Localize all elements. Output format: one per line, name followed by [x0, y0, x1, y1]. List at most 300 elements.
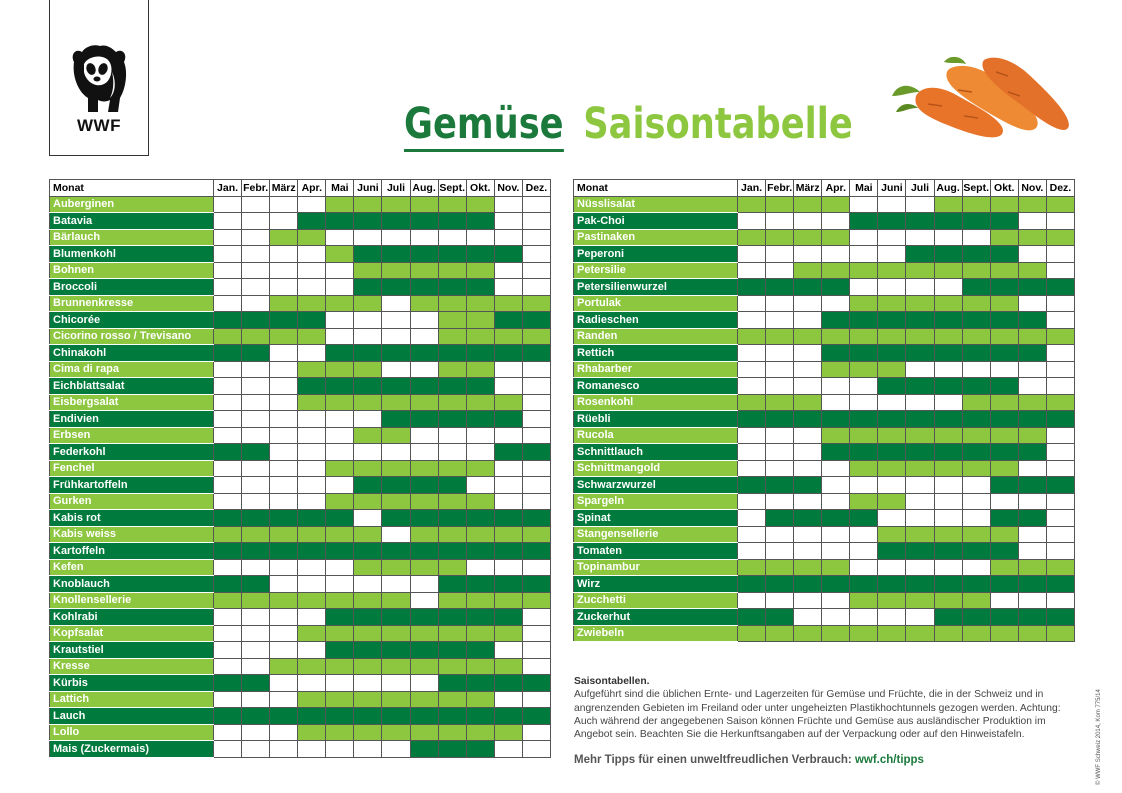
season-cell [298, 262, 326, 279]
season-cell [270, 213, 298, 230]
vegetable-name: Erbsen [50, 427, 214, 444]
season-cell [990, 477, 1018, 494]
season-cell [242, 279, 270, 296]
season-cell [494, 526, 522, 543]
season-cell [494, 378, 522, 395]
season-cell [990, 411, 1018, 428]
season-cell [794, 345, 822, 362]
season-cell [906, 477, 934, 494]
season-cell [1018, 559, 1046, 576]
season-cell [410, 658, 438, 675]
season-cell [298, 213, 326, 230]
season-cell [270, 642, 298, 659]
season-cell [738, 444, 766, 461]
season-cell [794, 477, 822, 494]
season-cell [522, 262, 550, 279]
vegetable-table-left [49, 179, 551, 758]
season-cell [214, 493, 242, 510]
season-cell [382, 196, 410, 213]
season-cell [270, 493, 298, 510]
season-cell [382, 394, 410, 411]
season-cell [1018, 411, 1046, 428]
season-cell [438, 229, 466, 246]
table-row [50, 229, 551, 246]
vegetable-name: Petersilienwurzel [574, 279, 738, 296]
season-cell [494, 295, 522, 312]
season-cell [298, 543, 326, 560]
season-cell [738, 625, 766, 642]
season-cell [1046, 559, 1074, 576]
season-cell [410, 394, 438, 411]
season-cell [766, 279, 794, 296]
season-cell [298, 493, 326, 510]
season-cell [494, 559, 522, 576]
season-cell [438, 312, 466, 329]
season-cell [354, 460, 382, 477]
season-cell [270, 246, 298, 263]
season-cell [522, 196, 550, 213]
season-cell [962, 625, 990, 642]
season-cell [494, 229, 522, 246]
season-cell [990, 262, 1018, 279]
season-cell [794, 510, 822, 527]
season-cell [438, 526, 466, 543]
season-cell [850, 543, 878, 560]
season-cell [298, 642, 326, 659]
season-cell [214, 592, 242, 609]
table-row [50, 708, 551, 725]
season-cell [990, 493, 1018, 510]
season-cell [766, 427, 794, 444]
season-cell [794, 213, 822, 230]
season-cell [242, 196, 270, 213]
season-cell [1046, 592, 1074, 609]
season-cell [878, 279, 906, 296]
season-cell [214, 345, 242, 362]
season-cell [270, 625, 298, 642]
season-cell [822, 592, 850, 609]
season-cell [438, 741, 466, 758]
table-row [50, 658, 551, 675]
season-cell [1046, 477, 1074, 494]
season-cell [822, 213, 850, 230]
season-cell [766, 411, 794, 428]
season-cell [962, 444, 990, 461]
table-row [574, 576, 1075, 593]
season-cell [794, 279, 822, 296]
vegetable-name: Chicorée [50, 312, 214, 329]
season-cell [382, 642, 410, 659]
season-cell [298, 559, 326, 576]
season-cell [410, 312, 438, 329]
season-cell [738, 394, 766, 411]
season-cell [1018, 213, 1046, 230]
season-cell [410, 378, 438, 395]
table-row [574, 295, 1075, 312]
tips-link[interactable]: wwf.ch/tipps [854, 754, 924, 766]
table-row [50, 559, 551, 576]
season-cell [934, 411, 962, 428]
season-cell [522, 477, 550, 494]
wwf-logo [49, 0, 149, 156]
season-cell [962, 328, 990, 345]
season-cell [382, 262, 410, 279]
season-cell [822, 510, 850, 527]
season-cell [494, 708, 522, 725]
table-row [50, 312, 551, 329]
season-cell [466, 592, 494, 609]
season-cell [1046, 493, 1074, 510]
season-cell [766, 576, 794, 593]
season-cell [298, 510, 326, 527]
season-cell [1046, 196, 1074, 213]
season-cell [934, 592, 962, 609]
season-cell [382, 427, 410, 444]
season-cell [326, 691, 354, 708]
season-cell [1046, 213, 1074, 230]
season-cell [270, 312, 298, 329]
season-cell [794, 394, 822, 411]
season-cell [738, 279, 766, 296]
season-cell [822, 328, 850, 345]
season-cell [934, 213, 962, 230]
header-month: Mai [326, 180, 354, 197]
season-cell [270, 708, 298, 725]
season-cell [522, 345, 550, 362]
season-cell [522, 576, 550, 593]
season-cell [822, 444, 850, 461]
season-cell [522, 510, 550, 527]
season-cell [1018, 295, 1046, 312]
season-cell [214, 246, 242, 263]
season-cell [906, 262, 934, 279]
season-cell [990, 295, 1018, 312]
season-cell [466, 444, 494, 461]
season-cell [522, 658, 550, 675]
season-cell [494, 477, 522, 494]
season-cell [382, 493, 410, 510]
season-cell [522, 708, 550, 725]
season-cell [1018, 328, 1046, 345]
season-cell [962, 510, 990, 527]
season-cell [850, 279, 878, 296]
season-cell [906, 625, 934, 642]
season-cell [794, 427, 822, 444]
table-row [574, 345, 1075, 362]
season-cell [522, 394, 550, 411]
season-cell [466, 609, 494, 626]
note-text: Aufgeführt sind die üblichen Ernte- und Lagerzeiten für Gemüse und Früchte, die in der Schweiz und in angrenzenden Gebieten im Freiland oder unter ungeheizten Plastikhochtunnels gezogen werden. Achtung: Auch während der angegebenen Saison können Früchte und Gemüse aus ausländischer Produktion im Angebot sein. Beachten Sie die Herkunftsangaben auf der Verpackung oder auf den Hinweistafeln. [574, 689, 1061, 741]
season-cell [822, 279, 850, 296]
season-cell [878, 229, 906, 246]
season-cell [466, 229, 494, 246]
season-cell [354, 510, 382, 527]
table-row [50, 444, 551, 461]
season-cell [298, 460, 326, 477]
season-cell [298, 312, 326, 329]
season-cell [934, 444, 962, 461]
table-row [574, 444, 1075, 461]
season-cell [326, 724, 354, 741]
season-cell [354, 279, 382, 296]
table-row [574, 361, 1075, 378]
header-month: Jan. [214, 180, 242, 197]
season-cell [354, 543, 382, 560]
season-cell [906, 493, 934, 510]
season-cell [822, 460, 850, 477]
season-cell [522, 625, 550, 642]
season-cell [354, 625, 382, 642]
season-cell [878, 196, 906, 213]
season-cell [794, 312, 822, 329]
season-cell [990, 510, 1018, 527]
season-cell [494, 576, 522, 593]
season-cell [766, 295, 794, 312]
season-cell [242, 229, 270, 246]
season-cell [410, 642, 438, 659]
table-row [50, 526, 551, 543]
season-cell [326, 675, 354, 692]
season-cell [1046, 526, 1074, 543]
vegetable-name: Fenchel [50, 460, 214, 477]
season-cell [354, 642, 382, 659]
season-cell [410, 724, 438, 741]
vegetable-name: Wirz [574, 576, 738, 593]
season-cell [410, 592, 438, 609]
season-cell [962, 246, 990, 263]
season-cell [1046, 262, 1074, 279]
season-cell [822, 196, 850, 213]
season-cell [326, 642, 354, 659]
season-cell [466, 213, 494, 230]
table-row [50, 361, 551, 378]
vegetable-name: Rucola [574, 427, 738, 444]
season-cell [242, 262, 270, 279]
tips-line [574, 754, 924, 766]
season-cell [522, 213, 550, 230]
season-cell [494, 609, 522, 626]
season-cell [934, 279, 962, 296]
vegetable-name: Blumenkohl [50, 246, 214, 263]
season-cell [794, 262, 822, 279]
table-row [50, 493, 551, 510]
season-cell [298, 708, 326, 725]
season-cell [934, 493, 962, 510]
season-cell [850, 411, 878, 428]
season-cell [878, 312, 906, 329]
season-cell [438, 295, 466, 312]
season-cell [382, 510, 410, 527]
season-cell [410, 262, 438, 279]
season-cell [214, 262, 242, 279]
season-cell [906, 460, 934, 477]
season-cell [822, 246, 850, 263]
season-cell [354, 312, 382, 329]
table-row [574, 262, 1075, 279]
table-row [574, 559, 1075, 576]
season-cell [522, 378, 550, 395]
season-cell [738, 576, 766, 593]
season-cell [522, 229, 550, 246]
season-cell [298, 444, 326, 461]
season-cell [354, 741, 382, 758]
season-cell [494, 592, 522, 609]
season-cell [962, 378, 990, 395]
vegetable-name: Krautstiel [50, 642, 214, 659]
season-cell [382, 444, 410, 461]
table-row [50, 576, 551, 593]
season-cell [934, 328, 962, 345]
season-cell [354, 675, 382, 692]
table-row [574, 460, 1075, 477]
season-cell [794, 295, 822, 312]
table-row [50, 724, 551, 741]
table-row [50, 477, 551, 494]
season-cell [738, 312, 766, 329]
season-cell [990, 543, 1018, 560]
season-cell [214, 411, 242, 428]
season-cell [962, 345, 990, 362]
season-cell [738, 427, 766, 444]
season-cell [494, 642, 522, 659]
vegetable-name: Nüsslisalat [574, 196, 738, 213]
season-cell [382, 246, 410, 263]
season-cell [382, 625, 410, 642]
season-cell [990, 559, 1018, 576]
season-cell [794, 625, 822, 642]
vegetable-name: Mais (Zuckermais) [50, 741, 214, 758]
season-cell [1046, 609, 1074, 626]
season-cell [738, 411, 766, 428]
vegetable-name: Kabis weiss [50, 526, 214, 543]
season-cell [738, 196, 766, 213]
header-month: Apr. [298, 180, 326, 197]
season-cell [242, 559, 270, 576]
table-row [50, 328, 551, 345]
season-cell [850, 196, 878, 213]
season-cell [270, 427, 298, 444]
table-row [574, 510, 1075, 527]
season-cell [906, 526, 934, 543]
table-row [50, 262, 551, 279]
season-cell [438, 213, 466, 230]
season-cell [410, 279, 438, 296]
season-cell [354, 658, 382, 675]
season-cell [794, 559, 822, 576]
season-cell [494, 262, 522, 279]
vegetable-name: Spargeln [574, 493, 738, 510]
season-cell [766, 229, 794, 246]
season-cell [410, 708, 438, 725]
season-cell [466, 411, 494, 428]
season-cell [298, 658, 326, 675]
tips-text: Mehr Tipps für einen unweltfreudlichen Verbrauch: [574, 754, 855, 766]
season-cell [522, 675, 550, 692]
season-cell [878, 510, 906, 527]
season-cell [270, 741, 298, 758]
season-cell [466, 312, 494, 329]
season-cell [1046, 411, 1074, 428]
season-cell [906, 543, 934, 560]
season-cell [878, 493, 906, 510]
season-cell [962, 609, 990, 626]
season-cell [934, 246, 962, 263]
season-cell [822, 394, 850, 411]
season-cell [1046, 460, 1074, 477]
season-cell [934, 196, 962, 213]
season-cell [242, 543, 270, 560]
season-cell [298, 427, 326, 444]
season-cell [906, 576, 934, 593]
season-cell [850, 295, 878, 312]
season-cell [1046, 510, 1074, 527]
vegetable-name: Brunnenkresse [50, 295, 214, 312]
season-cell [382, 411, 410, 428]
season-cell [962, 559, 990, 576]
season-cell [990, 229, 1018, 246]
vegetable-name: Kabis rot [50, 510, 214, 527]
season-cell [822, 477, 850, 494]
header-month: Febr. [242, 180, 270, 197]
season-cell [906, 609, 934, 626]
season-cell [990, 609, 1018, 626]
season-cell [766, 378, 794, 395]
season-cell [1018, 526, 1046, 543]
season-cell [878, 444, 906, 461]
season-cell [934, 526, 962, 543]
season-cell [382, 477, 410, 494]
season-cell [822, 559, 850, 576]
season-cell [990, 246, 1018, 263]
season-cell [878, 262, 906, 279]
season-cell [494, 510, 522, 527]
season-cell [878, 378, 906, 395]
season-cell [766, 559, 794, 576]
table-row [574, 592, 1075, 609]
season-cell [1046, 543, 1074, 560]
season-cell [1046, 328, 1074, 345]
season-cell [822, 543, 850, 560]
header-month: Juli [382, 180, 410, 197]
table-row [574, 411, 1075, 428]
table-row [574, 328, 1075, 345]
season-cell [962, 312, 990, 329]
vegetable-name: Eisbergsalat [50, 394, 214, 411]
season-cell [522, 427, 550, 444]
season-cell [794, 361, 822, 378]
season-cell [822, 609, 850, 626]
season-cell [438, 543, 466, 560]
season-cell [214, 213, 242, 230]
season-cell [298, 609, 326, 626]
header-month: Juni [878, 180, 906, 197]
header-month: Dez. [522, 180, 550, 197]
season-cell [766, 328, 794, 345]
season-cell [214, 510, 242, 527]
season-cell [494, 724, 522, 741]
table-row [50, 592, 551, 609]
season-cell [1018, 477, 1046, 494]
season-cell [766, 609, 794, 626]
season-cell [766, 361, 794, 378]
season-cell [270, 279, 298, 296]
season-cell [494, 279, 522, 296]
table-row [574, 543, 1075, 560]
table-row [574, 312, 1075, 329]
season-cell [878, 246, 906, 263]
season-cell [438, 427, 466, 444]
season-cell [326, 625, 354, 642]
